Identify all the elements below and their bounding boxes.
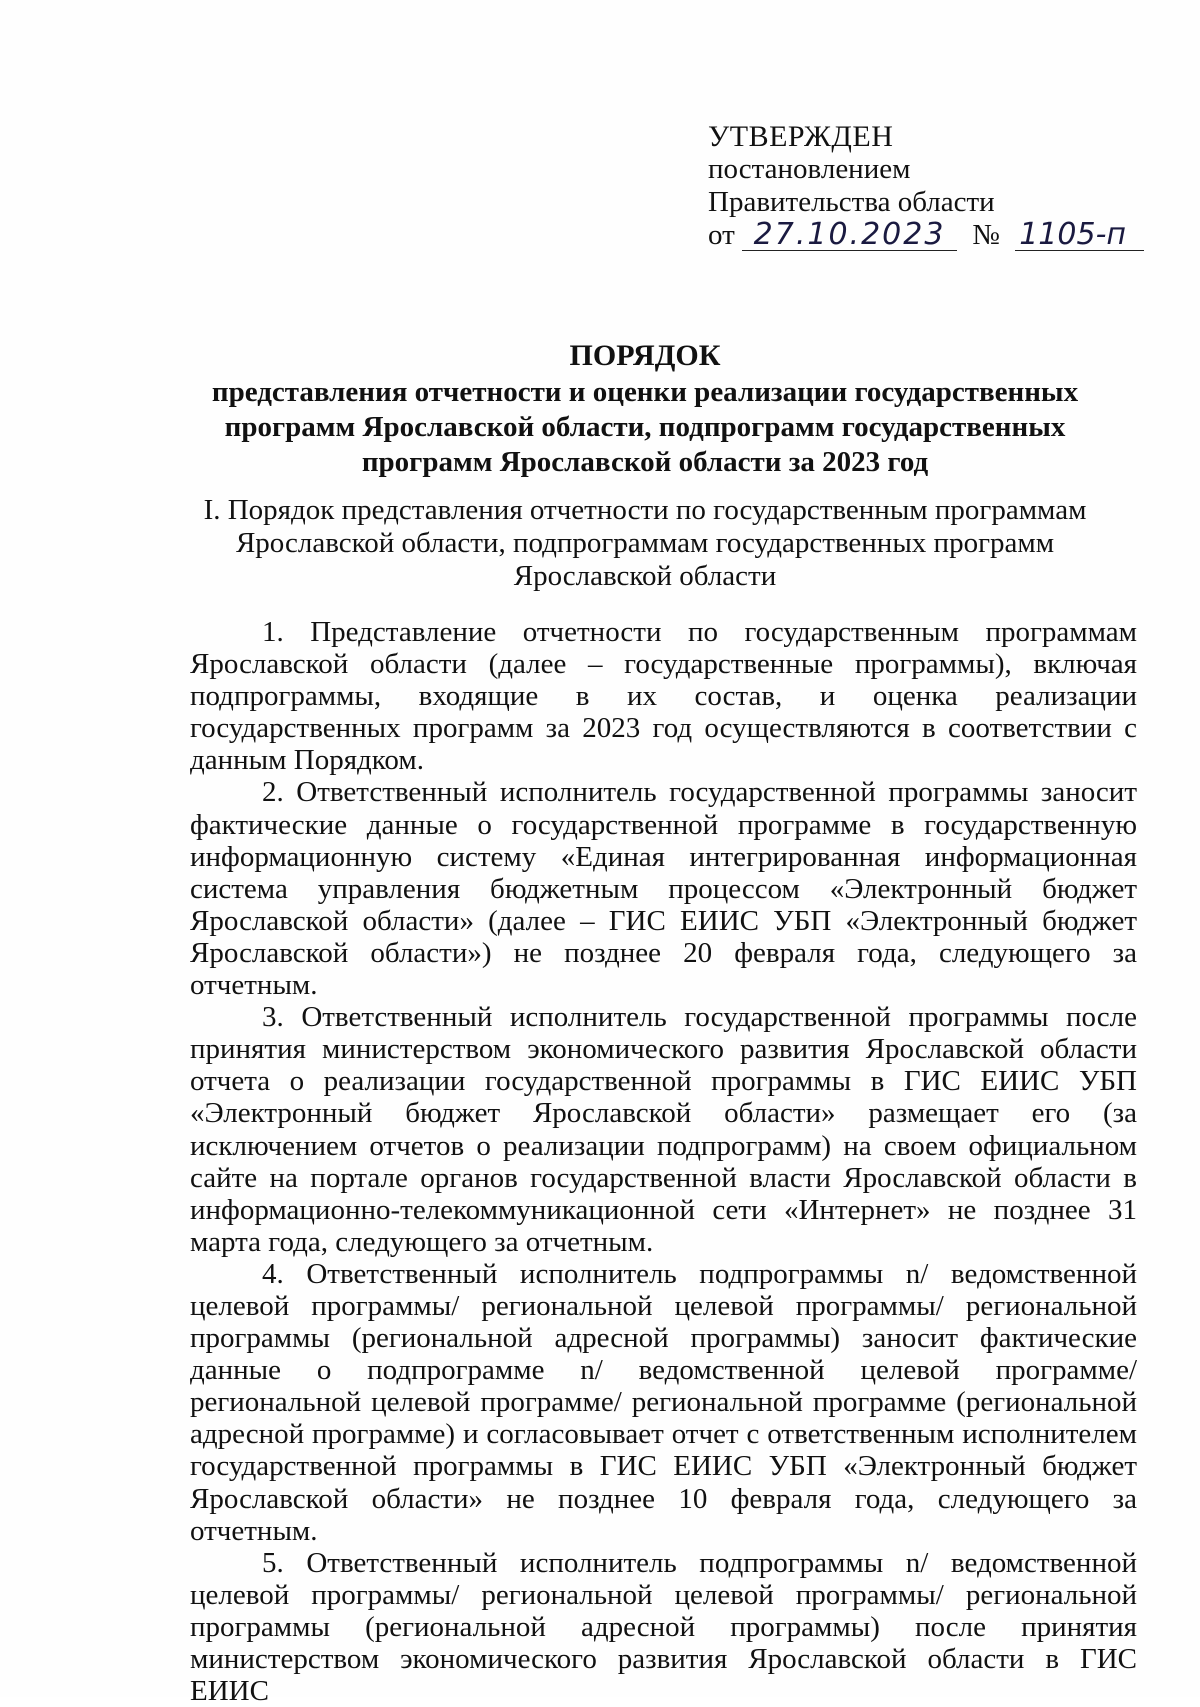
paragraph-1: 1. Представление отчетности по государственным программам Ярославской области (далее – государственные программы), включая подпрограммы, входящие в их состав, и оценка реализации государственных программ за 2023 год осуществляются в соответствии с данным Порядком.: [190, 616, 1137, 777]
handwritten-number: 1105-п: [1015, 220, 1144, 251]
document-body: [190, 616, 1137, 1707]
approval-status: УТВЕРЖДЕН: [708, 120, 894, 153]
paragraph-5: 5. Ответственный исполнитель подпрограммы n/ ведомственной целевой программы/ региональной целевой программы/ региональной программы (региональной адресной программы) после принятия министерством экономического развития Ярославской области в ГИС ЕИИС: [190, 1546, 1137, 1707]
section-heading: [200, 494, 1090, 593]
number-sign: №: [972, 219, 1000, 251]
section-line-3: Ярославской области: [513, 560, 777, 592]
section-line-1: I. Порядок представления отчетности по государственным программам: [203, 494, 1087, 526]
approval-line-resolution: постановлением: [708, 153, 911, 185]
handwritten-date: 27.10.2023: [742, 220, 957, 251]
title-main: ПОРЯДОК: [569, 339, 721, 372]
title-line-1: представления отчетности и оценки реализации государственных: [211, 376, 1079, 408]
approval-stamp: [708, 120, 1148, 252]
paragraph-3: 3. Ответственный исполнитель государственной программы после принятия министерством экономического развития Ярославской области отчета о реализации государственной программы в ГИС ЕИИС УБП «Электронный бюджет Ярославской области» размещает его (за исключением отчетов о реализации подпрограмм) на своем официальном сайте на портале органов государственной власти Ярославской области в информационно-телекоммуникационной сети «Интернет» не позднее 31 марта года, следующего за отчетным.: [190, 1001, 1137, 1258]
approval-date-line: [708, 219, 1148, 252]
paragraph-2: 2. Ответственный исполнитель государственной программы заносит фактические данные о государственной программе в государственную информационную систему «Единая интегрированная информационная система управления бюджетным процессом «Электронный бюджет Ярославской области» (далее – ГИС ЕИИС УБП «Электронный бюджет Ярославской области») не позднее 20 февраля года, следующего за отчетным.: [190, 776, 1137, 1002]
paragraph-4: 4. Ответственный исполнитель подпрограммы n/ ведомственной целевой программы/ региональной целевой программы/ региональной программы (региональной адресной программы) заносит фактические данные о подпрограмме n/ ведомственной целевой программе/ региональной целевой программе/ региональной программе (региональной адресной программе) и согласовывает отчет с ответственным исполнителем государственной программы в ГИС ЕИИС УБП «Электронный бюджет Ярославской области» не позднее 10 февраля года, следующего за отчетным.: [190, 1257, 1137, 1547]
section-line-2: Ярославской области, подпрограммам государственных программ: [235, 527, 1055, 559]
document-title: [200, 338, 1090, 480]
date-prefix: от: [708, 219, 735, 251]
title-line-3: программ Ярославской области за 2023 год: [361, 446, 929, 478]
approval-line-government: Правительства области: [708, 186, 995, 218]
title-line-2: программ Ярославской области, подпрограмм государственных: [224, 411, 1066, 443]
